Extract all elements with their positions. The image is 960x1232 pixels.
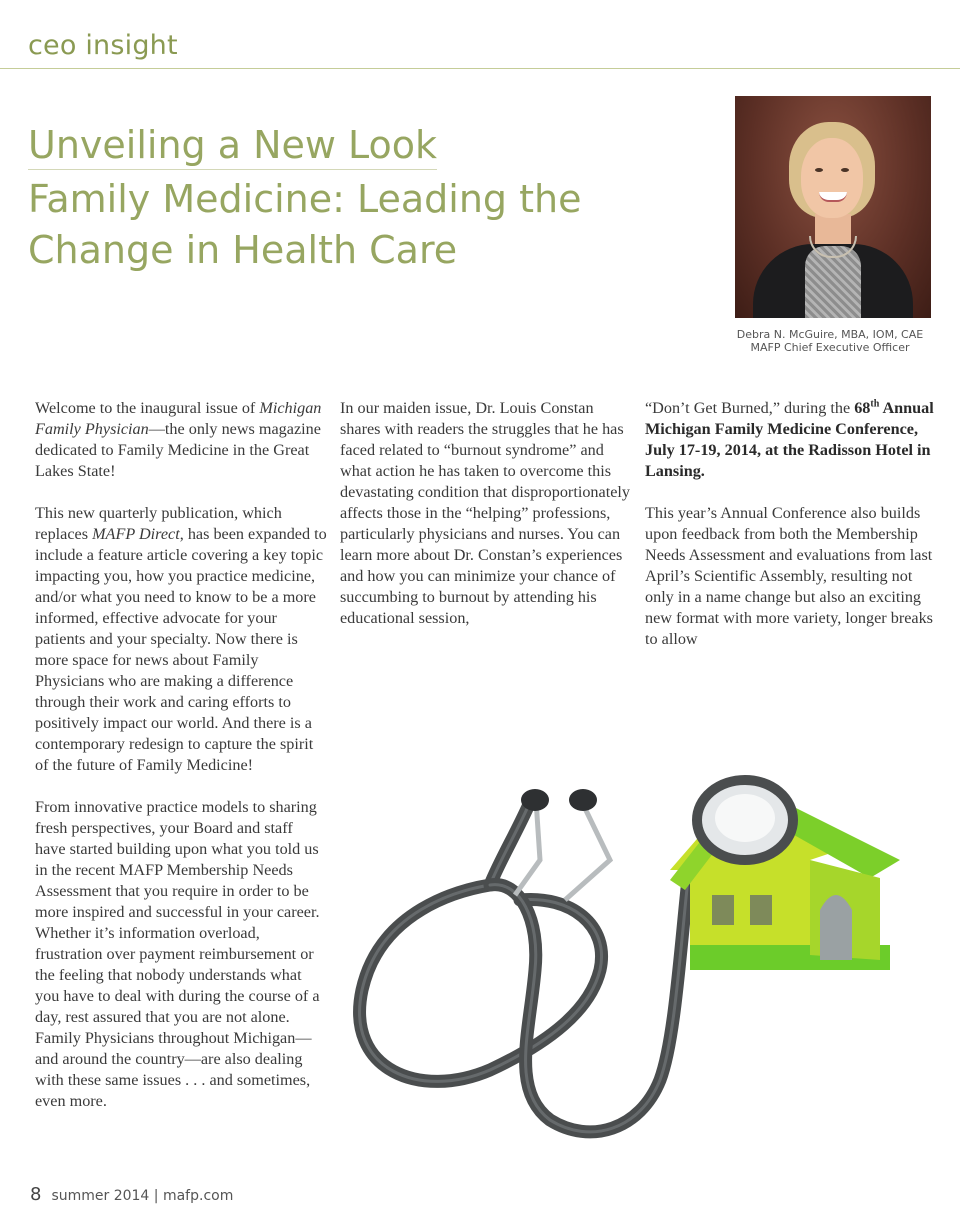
page-footer [30, 1184, 233, 1205]
body-column-2 [340, 398, 632, 629]
house-icon [670, 778, 900, 970]
conference-details: 68th Annual Michigan Family Medicine Conference, July 17-19, 2014, at the Radisson Hotel in Lansing. [645, 398, 934, 480]
author-portrait [735, 96, 931, 318]
paragraph: From innovative practice models to sharing fresh perspectives, your Board and staff have started building upon what you told us in the recent MAFP Membership Needs Assessment that you require in order to be more inspired and successful in your career. Whether it’s information overload, frustration over payment reimbursement or the feeling that nobody understands what you have to deal with during the course of a day, rest assured that you are not alone. Family Physicians throughout Michigan—and around the country—are also dealing with these same issues . . . and sometimes, even more. [35, 798, 320, 1110]
paragraph: Welcome to the inaugural issue of Michigan Family Physician—the only news magazine dedicated to Family Medicine in the Great Lakes State! [35, 399, 322, 480]
photo-caption [700, 328, 960, 354]
headline-line-2: Family Medicine: Leading the [28, 177, 582, 221]
paragraph: This new quarterly publication, which replaces MAFP Direct, has been expanded to include a feature article covering a key topic impacting you, how you practice medicine, and/or what you need to know to be a more informed, effective advocate for your patients and your specialty. Now there is more space for news about Family Physicians who are making a difference through their work and caring efforts to positively impact our world. And there is a contemporary redesign to capture the spirit of the future of Family Medicine! [35, 504, 327, 774]
paragraph: This year’s Annual Conference also builds upon feedback from both the Membership Needs Assessment and evaluations from last April’s Scientific Assembly, resulting not only in a name change but also an exciting new format with more variety, longer breaks to allow [645, 504, 933, 648]
article-headline [28, 122, 668, 276]
issue-info: summer 2014 | mafp.com [51, 1188, 234, 1204]
section-tag: ceo insight [28, 30, 178, 61]
caption-title: MAFP Chief Executive Officer [750, 341, 910, 354]
magazine-title: Michigan Family Physician [35, 399, 322, 438]
page-number: 8 [30, 1184, 42, 1205]
publication-name: MAFP Direct [92, 525, 180, 543]
paragraph: In our maiden issue, Dr. Louis Constan shares with readers the struggles that he has faced related to “burnout syndrome” and what action he has taken to overcome this devastating condition that disproportionately affects those in the “helping” professions, particularly physicians and nurses. You can learn more about Dr. Constan’s experiences and how you can minimize your chance of succumbing to burnout by attending his educational session, [340, 399, 630, 627]
stethoscope-house-illustration [340, 750, 940, 1150]
headline-line-3: Change in Health Care [28, 228, 458, 272]
headline-line-1: Unveiling a New Look [28, 122, 437, 170]
stethoscope-icon [360, 789, 690, 1132]
body-column-3 [645, 398, 937, 650]
paragraph: “Don’t Get Burned,” during the 68th Annual Michigan Family Medicine Conference, July 17-19, 2014, at the Radisson Hotel in Lansing. [645, 398, 934, 480]
body-column-1 [35, 398, 327, 1112]
header-rule [0, 68, 960, 69]
caption-name: Debra N. McGuire, MBA, IOM, CAE [736, 328, 924, 341]
